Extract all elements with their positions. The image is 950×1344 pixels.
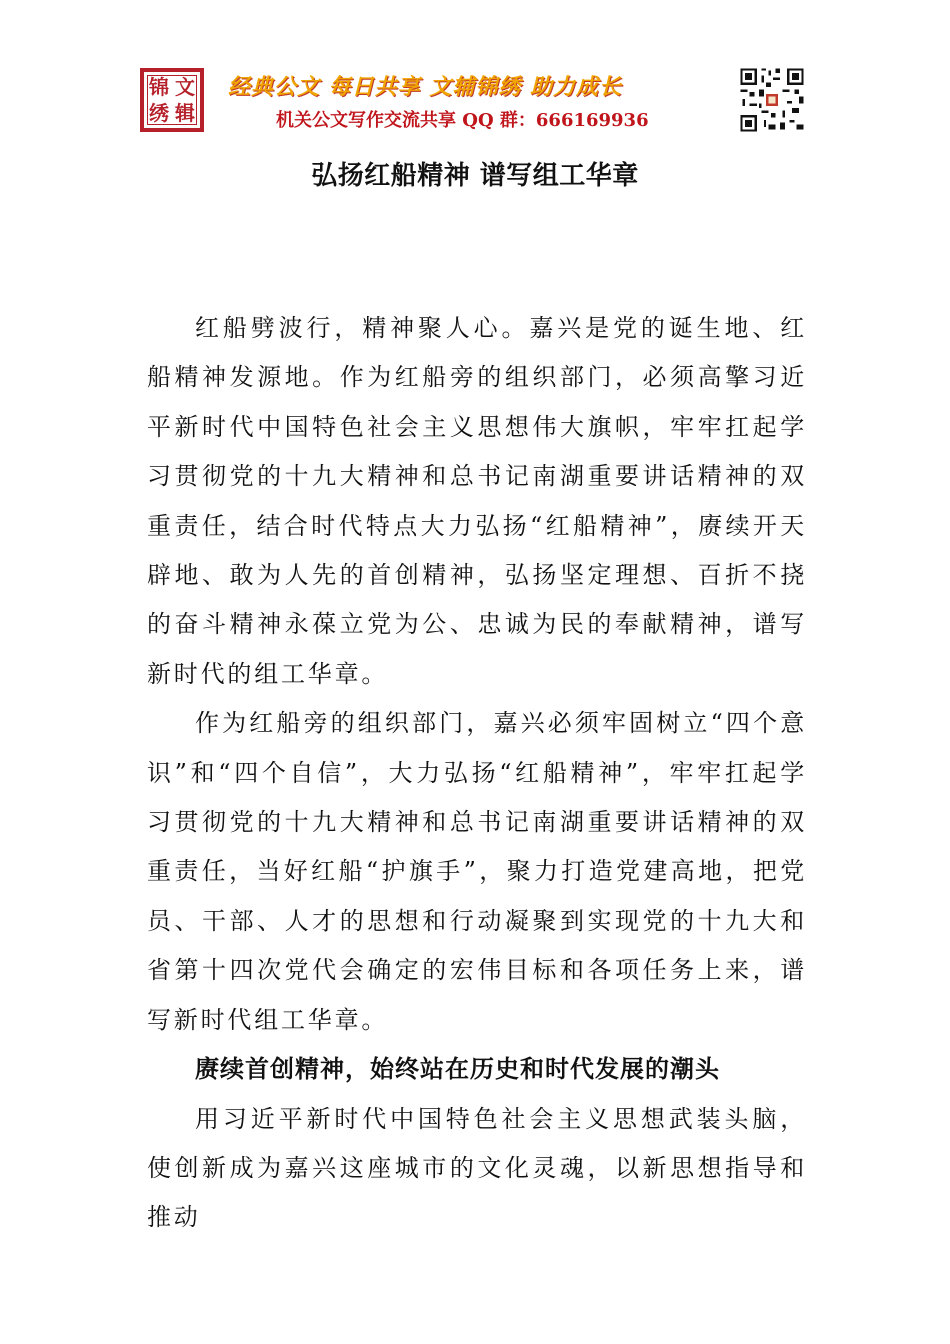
paragraph: 用习近平新时代中国特色社会主义思想武装头脑，使创新成为嘉兴这座城市的文化灵魂，以新思想指导和推动 xyxy=(147,1104,807,1232)
document-body xyxy=(147,304,807,1243)
seal-logo xyxy=(140,68,204,132)
logo-char: 辑 xyxy=(175,101,195,125)
logo-char: 锦 xyxy=(149,75,169,99)
document-title: 弘扬红船精神 谱写组工华章 xyxy=(311,161,639,191)
paragraph: 红船劈波行，精神聚人心。嘉兴是党的诞生地、红船精神发源地。作为红船旁的组织部门，必须高擎习近平新时代中国特色社会主义思想伟大旗帜，牢牢扛起学习贯彻党的十九大精神和总书记南湖重要讲话精神的双重责任，结合时代特点大力弘扬“红船精神”，赓续开天辟地、敢为人先的首创精神，弘扬坚定理想、百折不挠的奋斗精神永葆立党为公、忠诚为民的奉献精神，谱写新时代的组工华章。 xyxy=(147,314,807,688)
logo-char: 绣 xyxy=(149,101,169,125)
qr-code-icon xyxy=(738,66,806,134)
section-heading: 赓续首创精神，始终站在历史和时代发展的潮头 xyxy=(195,1055,720,1084)
paragraph: 作为红船旁的组织部门，嘉兴必须牢固树立“四个意识”和“四个自信”，大力弘扬“红船精神”，牢牢扛起学习贯彻党的十九大精神和总书记南湖重要讲话精神的双重责任，当好红船“护旗手”，聚力打造党建高地，把党员、干部、人才的思想和行动凝聚到实现党的十九大和省第十四次党代会确定的宏伟目标和各项任务上来，谱写新时代组工华章。 xyxy=(147,709,807,1034)
header-slogan: 经典公文 每日共享 文辅锦绣 助力成长 xyxy=(228,75,622,100)
header-banner xyxy=(140,66,810,138)
qq-group-line: 机关公文写作交流共享 QQ 群：666169936 xyxy=(276,110,649,131)
logo-char: 文 xyxy=(175,75,195,99)
